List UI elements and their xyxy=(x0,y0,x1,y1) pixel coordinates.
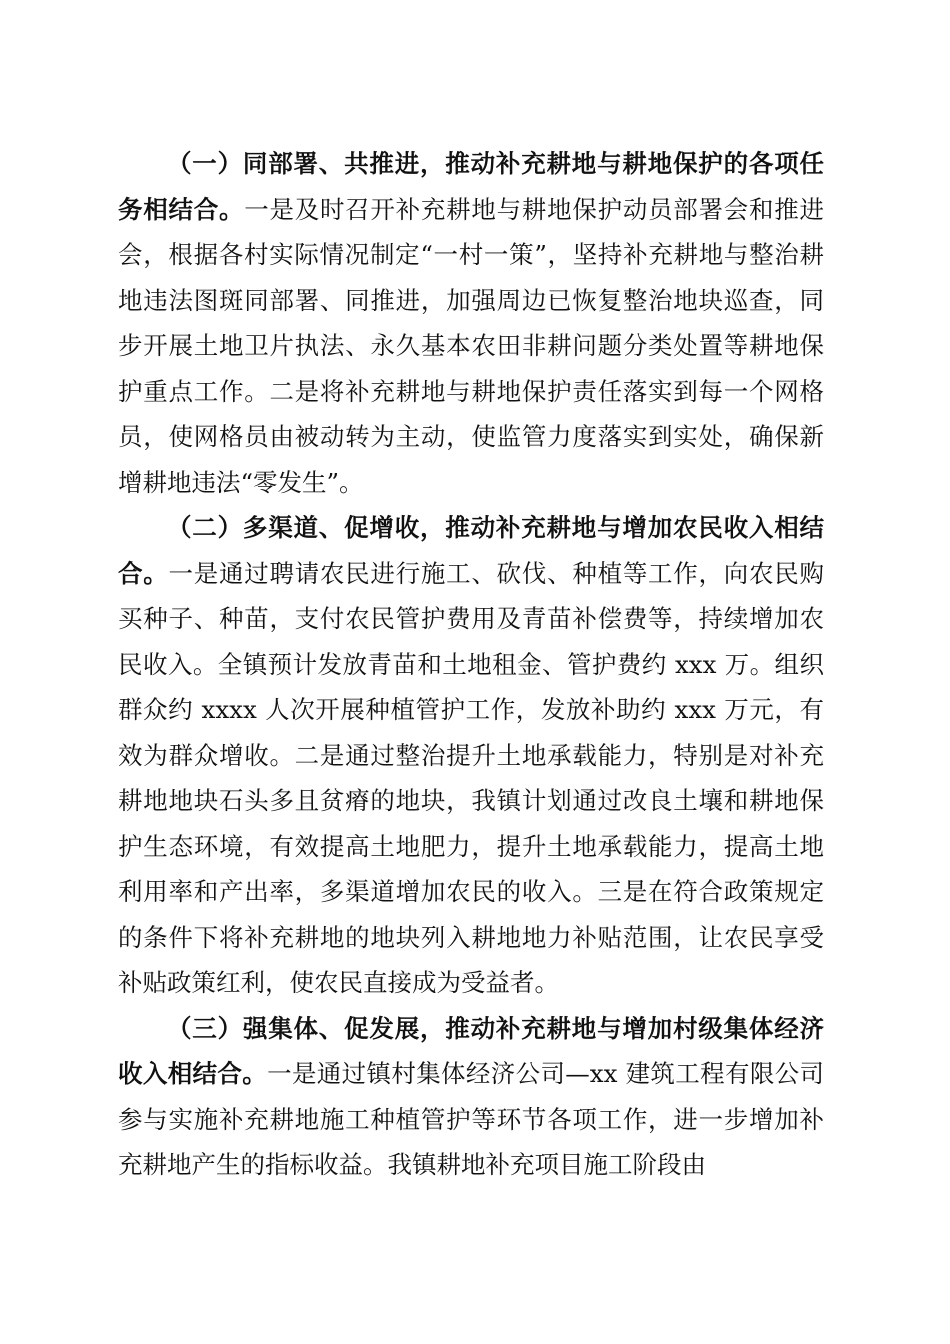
paragraph-3-heading: （三）强集体、促发展，推动补充耕地与增加村级集体经济收入相结合。 xyxy=(118,1013,824,1088)
paragraph-2-heading: （二）多渠道、促增收，推动补充耕地与增加农民收入相结合。 xyxy=(118,513,824,588)
paragraph-1 xyxy=(118,141,824,505)
paragraph-1-body: 一是及时召开补充耕地与耕地保护动员部署会和推进会，根据各村实际情况制定“一村一策”，坚持补充耕地与整治耕地违法图斑同部署、同推进，加强周边已恢复整治地块巡查，同步开展土地卫片执法、永久基本农田非耕问题分类处置等耕地保护重点工作。二是将补充耕地与耕地保护责任落实到每一个网格员，使网格员由被动转为主动，使监管力度落实到实处，确保新增耕地违法“零发生”。 xyxy=(118,194,825,497)
paragraph-3 xyxy=(118,1006,824,1188)
paragraph-2-body: 一是通过聘请农民进行施工、砍伐、种植等工作，向农民购买种子、种苗，支付农民管护费用及青苗补偿费等，持续增加农民收入。全镇预计发放青苗和土地租金、管护费约 xxx 万。组织群众约 xxxx 人次开展种植管护工作，发放补助约 xxx 万元，有效为群众增收。二是通过整治提升土地承载能力，特别是对补充耕地地块石头多且贫瘠的地块，我镇计划通过改良土壤和耕地保护生态环境，有效提高土地肥力，提升土地承载能力，提高土地利用率和产出率，多渠道增加农民的收入。三是在符合政策规定的条件下将补充耕地的地块列入耕地地力补贴范围，让农民享受补贴政策红利，使农民直接成为受益者。 xyxy=(118,558,825,997)
document-page xyxy=(118,141,824,1188)
paragraph-3-body: 一是通过镇村集体经济公司—xx 建筑工程有限公司参与实施补充耕地施工种植管护等环节各项工作，进一步增加补充耕地产生的指标收益。我镇耕地补充项目施工阶段由 xyxy=(118,1059,825,1179)
paragraph-2 xyxy=(118,505,824,1006)
paragraph-1-heading: （一）同部署、共推进，推动补充耕地与耕地保护的各项任务相结合。 xyxy=(118,149,824,224)
